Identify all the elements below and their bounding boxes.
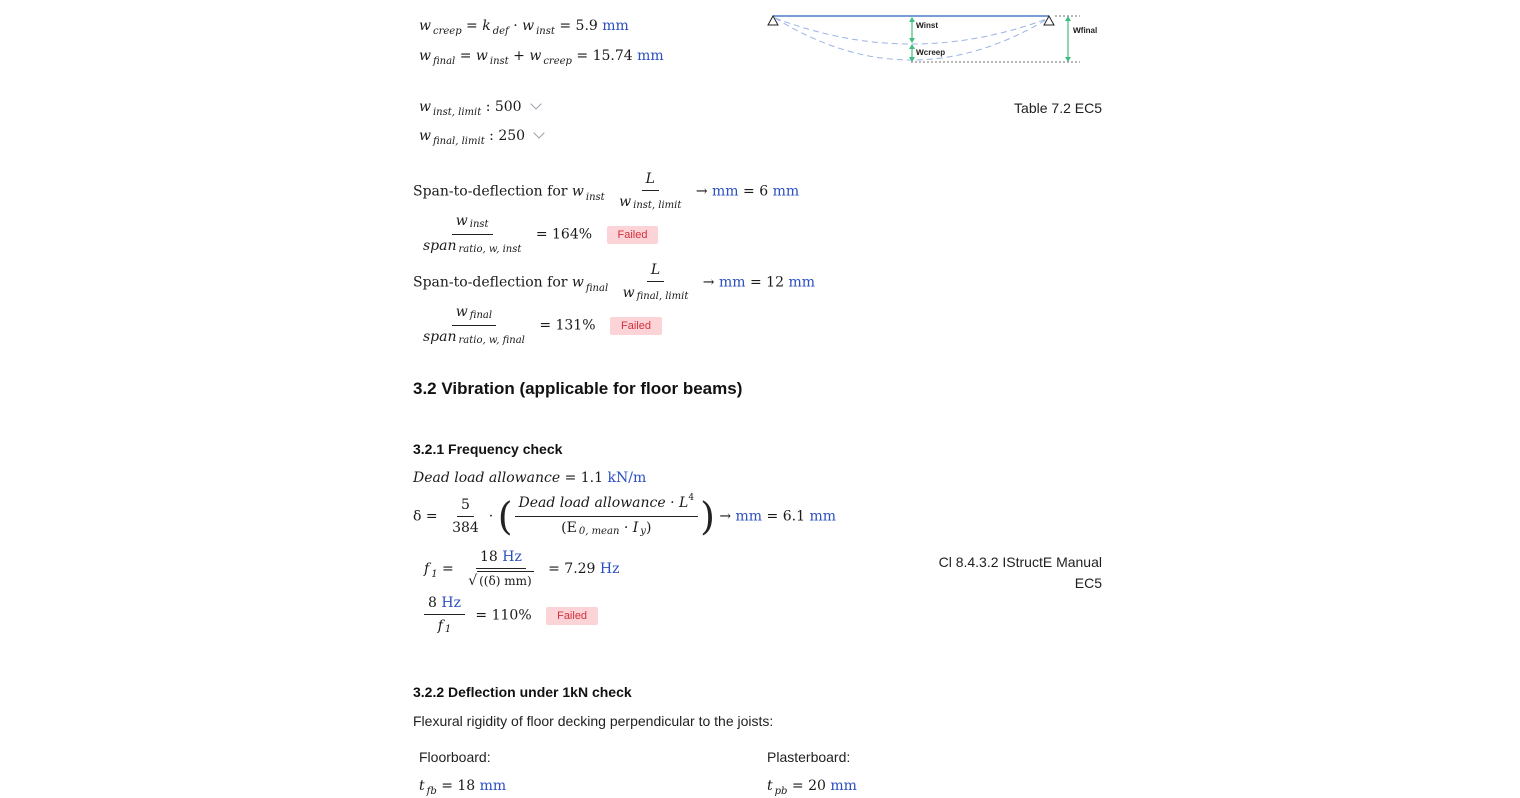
frequency-ratio-equation: $\frac{8 Hz}{f 1}$ = 110% Failed: [424, 594, 598, 637]
plasterboard-thickness: t $_{pb}$ = 20 mm: [767, 778, 857, 797]
subsection-heading-frequency: 3.2.1 Frequency check: [413, 441, 563, 457]
ratio-inst-equation: $\frac{\text{w inst}}{\text{span ratio, w, inst}}$ = 164% Failed: [419, 212, 658, 257]
span-inst-equation: Span-to-deflection for w $_{inst}$ $\frac{L}{\text{w inst, limit}}$ → mm = 6 mm: [413, 171, 800, 211]
final-limit-select[interactable]: w $_{final, limit}$ : 250: [419, 128, 543, 144]
beam-deflection-svg: [765, 10, 1110, 70]
w-creep-equation: w $_{creep}$ = k $_{def}$ · w $_{inst}$ = 5.9 mm: [419, 18, 629, 37]
clause-reference: Cl 8.4.3.2 IStructE Manual EC5: [938, 554, 1102, 591]
inst-limit-select[interactable]: w $_{inst, limit}$ : 500: [419, 99, 540, 115]
dead-load-allowance: Dead load allowance = 1.1 kN/m: [413, 470, 647, 486]
span-final-equation: Span-to-deflection for w $_{final}$ $\frac{L}{\text{w final, limit}}$ → mm = 12 mm: [413, 262, 816, 302]
label-w-inst: winst: [916, 20, 939, 31]
subsection-heading-deflection-1kn: 3.2.2 Deflection under 1kN check: [413, 684, 632, 700]
floorboard-label: Floorboard:: [419, 749, 491, 765]
plasterboard-label: Plasterboard:: [767, 749, 851, 765]
chevron-down-icon[interactable]: [533, 127, 544, 138]
section-heading-vibration: 3.2 Vibration (applicable for floor beams): [413, 379, 743, 398]
label-w-final: wfinal: [1073, 25, 1098, 36]
flexural-rigidity-intro: Flexural rigidity of floor decking perpendicular to the joists:: [413, 713, 774, 729]
deflection-diagram: [765, 10, 1110, 70]
ratio-final-equation: $\frac{\text{w final}}{\text{span ratio, w, final}}$ = 131% Failed: [419, 303, 662, 348]
status-badge: Failed: [607, 226, 659, 244]
table-reference: Table 7.2 EC5: [1014, 100, 1102, 116]
status-badge: Failed: [610, 317, 662, 335]
floorboard-thickness: t $_{fb}$ = 18 mm: [419, 778, 507, 797]
f1-equation: f $_1$ = $\frac{18 Hz}{√ ((\delta) mm)}$ = 7.29 Hz: [424, 549, 620, 589]
chevron-down-icon[interactable]: [530, 98, 541, 109]
w-final-equation: w $_{final}$ = w $_{inst}$ + w $_{creep}$ = 15.74 mm: [419, 48, 664, 67]
label-w-creep: wcreep: [916, 47, 946, 58]
delta-equation: δ = $\frac{5}{384}$ · ( $\frac{Dead load allowance \cdot L^4}{\text{(E 0, mean · I y)}}$ ) → mm = 6.1 mm: [413, 493, 837, 539]
status-badge: Failed: [546, 607, 598, 625]
